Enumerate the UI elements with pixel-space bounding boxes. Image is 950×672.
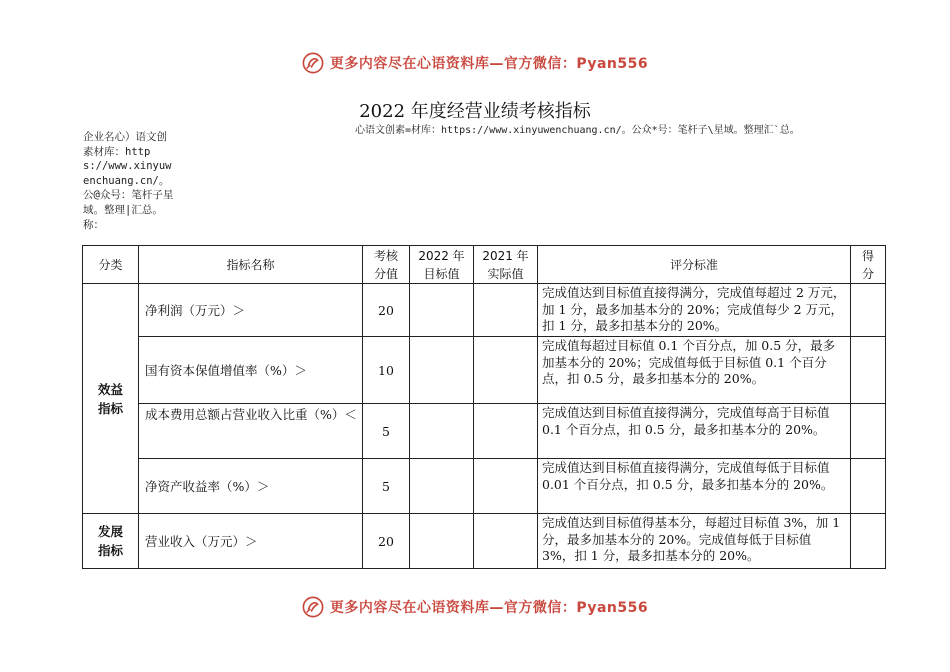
document-subtitle: 心语文创素=材库：https://www.xinyuwenchuang.cn/。公众*号：笔杆子\星域。整理汇`总。 — [355, 125, 800, 136]
logo-icon — [302, 596, 324, 618]
earned-cell — [851, 514, 886, 569]
table-row — [83, 459, 886, 514]
target-cell — [410, 404, 474, 459]
scoring-rule: 完成值达到目标值直接得满分，完成值每高于目标值 0.1 个百分点，扣 0.5 分，最多扣基本分的 20%。 — [538, 404, 851, 459]
table-row — [83, 284, 886, 337]
earned-cell — [851, 459, 886, 514]
actual-cell — [474, 337, 538, 404]
header-name: 指标名称 — [139, 246, 363, 284]
banner-text: 更多内容尽在心语资料库—官方微信：Pyan556 — [329, 56, 649, 72]
header-actual: 2021 年实际值 — [474, 246, 538, 284]
earned-cell — [851, 337, 886, 404]
scoring-rule: 完成值达到目标值得基本分，每超过目标值 3%，加 1 分，最多加基本分的 20%。完成值每低于目标值 3%，扣 1 分，最多扣基本分的 20%。 — [538, 514, 851, 569]
indicator-name: 国有资本保值增值率（%）＞ — [139, 337, 363, 404]
scoring-rule: 完成值达到目标值直接得满分，完成值每超过 2 万元，加 1 分，最多加基本分的 20%；完成值每少 2 万元，扣 1 分，最多扣基本分的 20%。 — [538, 284, 851, 337]
document-title: 2022 年度经营业绩考核指标 — [359, 101, 591, 122]
table-row — [83, 337, 886, 404]
header-rule: 评分标准 — [538, 246, 851, 284]
table-header-row — [83, 246, 886, 284]
earned-cell — [851, 284, 886, 337]
header-score: 考核分值 — [363, 246, 410, 284]
table-row — [83, 404, 886, 459]
target-cell — [410, 284, 474, 337]
indicator-name: 营业收入（万元）＞ — [139, 514, 363, 569]
banner-text: 更多内容尽在心语资料库—官方微信：Pyan556 — [329, 600, 649, 616]
target-cell — [410, 514, 474, 569]
target-cell — [410, 337, 474, 404]
score-value: 10 — [363, 337, 410, 404]
score-value: 5 — [363, 459, 410, 514]
bottom-banner — [0, 596, 950, 618]
logo-icon — [302, 52, 324, 74]
scoring-rule: 完成值达到目标值直接得满分，完成值每低于目标值 0.01 个百分点，扣 0.5 分，最多扣基本分的 20%。 — [538, 459, 851, 514]
category-cell: 发展指标 — [83, 514, 139, 569]
header-target: 2022 年目标值 — [410, 246, 474, 284]
earned-cell — [851, 404, 886, 459]
indicator-name: 成本费用总额占营业收入比重（%）＜ — [139, 404, 363, 459]
top-banner — [0, 52, 950, 74]
actual-cell — [474, 404, 538, 459]
header-category: 分类 — [83, 246, 139, 284]
actual-cell — [474, 514, 538, 569]
indicator-name: 净资产收益率（%）＞ — [139, 459, 363, 514]
scoring-rule: 完成值每超过目标值 0.1 个百分点，加 0.5 分，最多加基本分的 20%；完成值每低于目标值 0.1 个百分点，扣 0.5 分，最多扣基本分的 20%。 — [538, 337, 851, 404]
score-value: 20 — [363, 284, 410, 337]
actual-cell — [474, 284, 538, 337]
category-cell: 效益指标 — [83, 284, 139, 514]
score-value: 5 — [363, 404, 410, 459]
table-row — [83, 514, 886, 569]
score-value: 20 — [363, 514, 410, 569]
header-earned: 得分 — [851, 246, 886, 284]
kpi-table — [82, 245, 886, 569]
actual-cell — [474, 459, 538, 514]
company-name-note: 企业名心）语文创素材库：https://www.xinyuwenchuang.cn/。公@众号：笔杆子星域。整理|汇总。称： — [83, 131, 174, 231]
target-cell — [410, 459, 474, 514]
indicator-name: 净利润（万元）＞ — [139, 284, 363, 337]
